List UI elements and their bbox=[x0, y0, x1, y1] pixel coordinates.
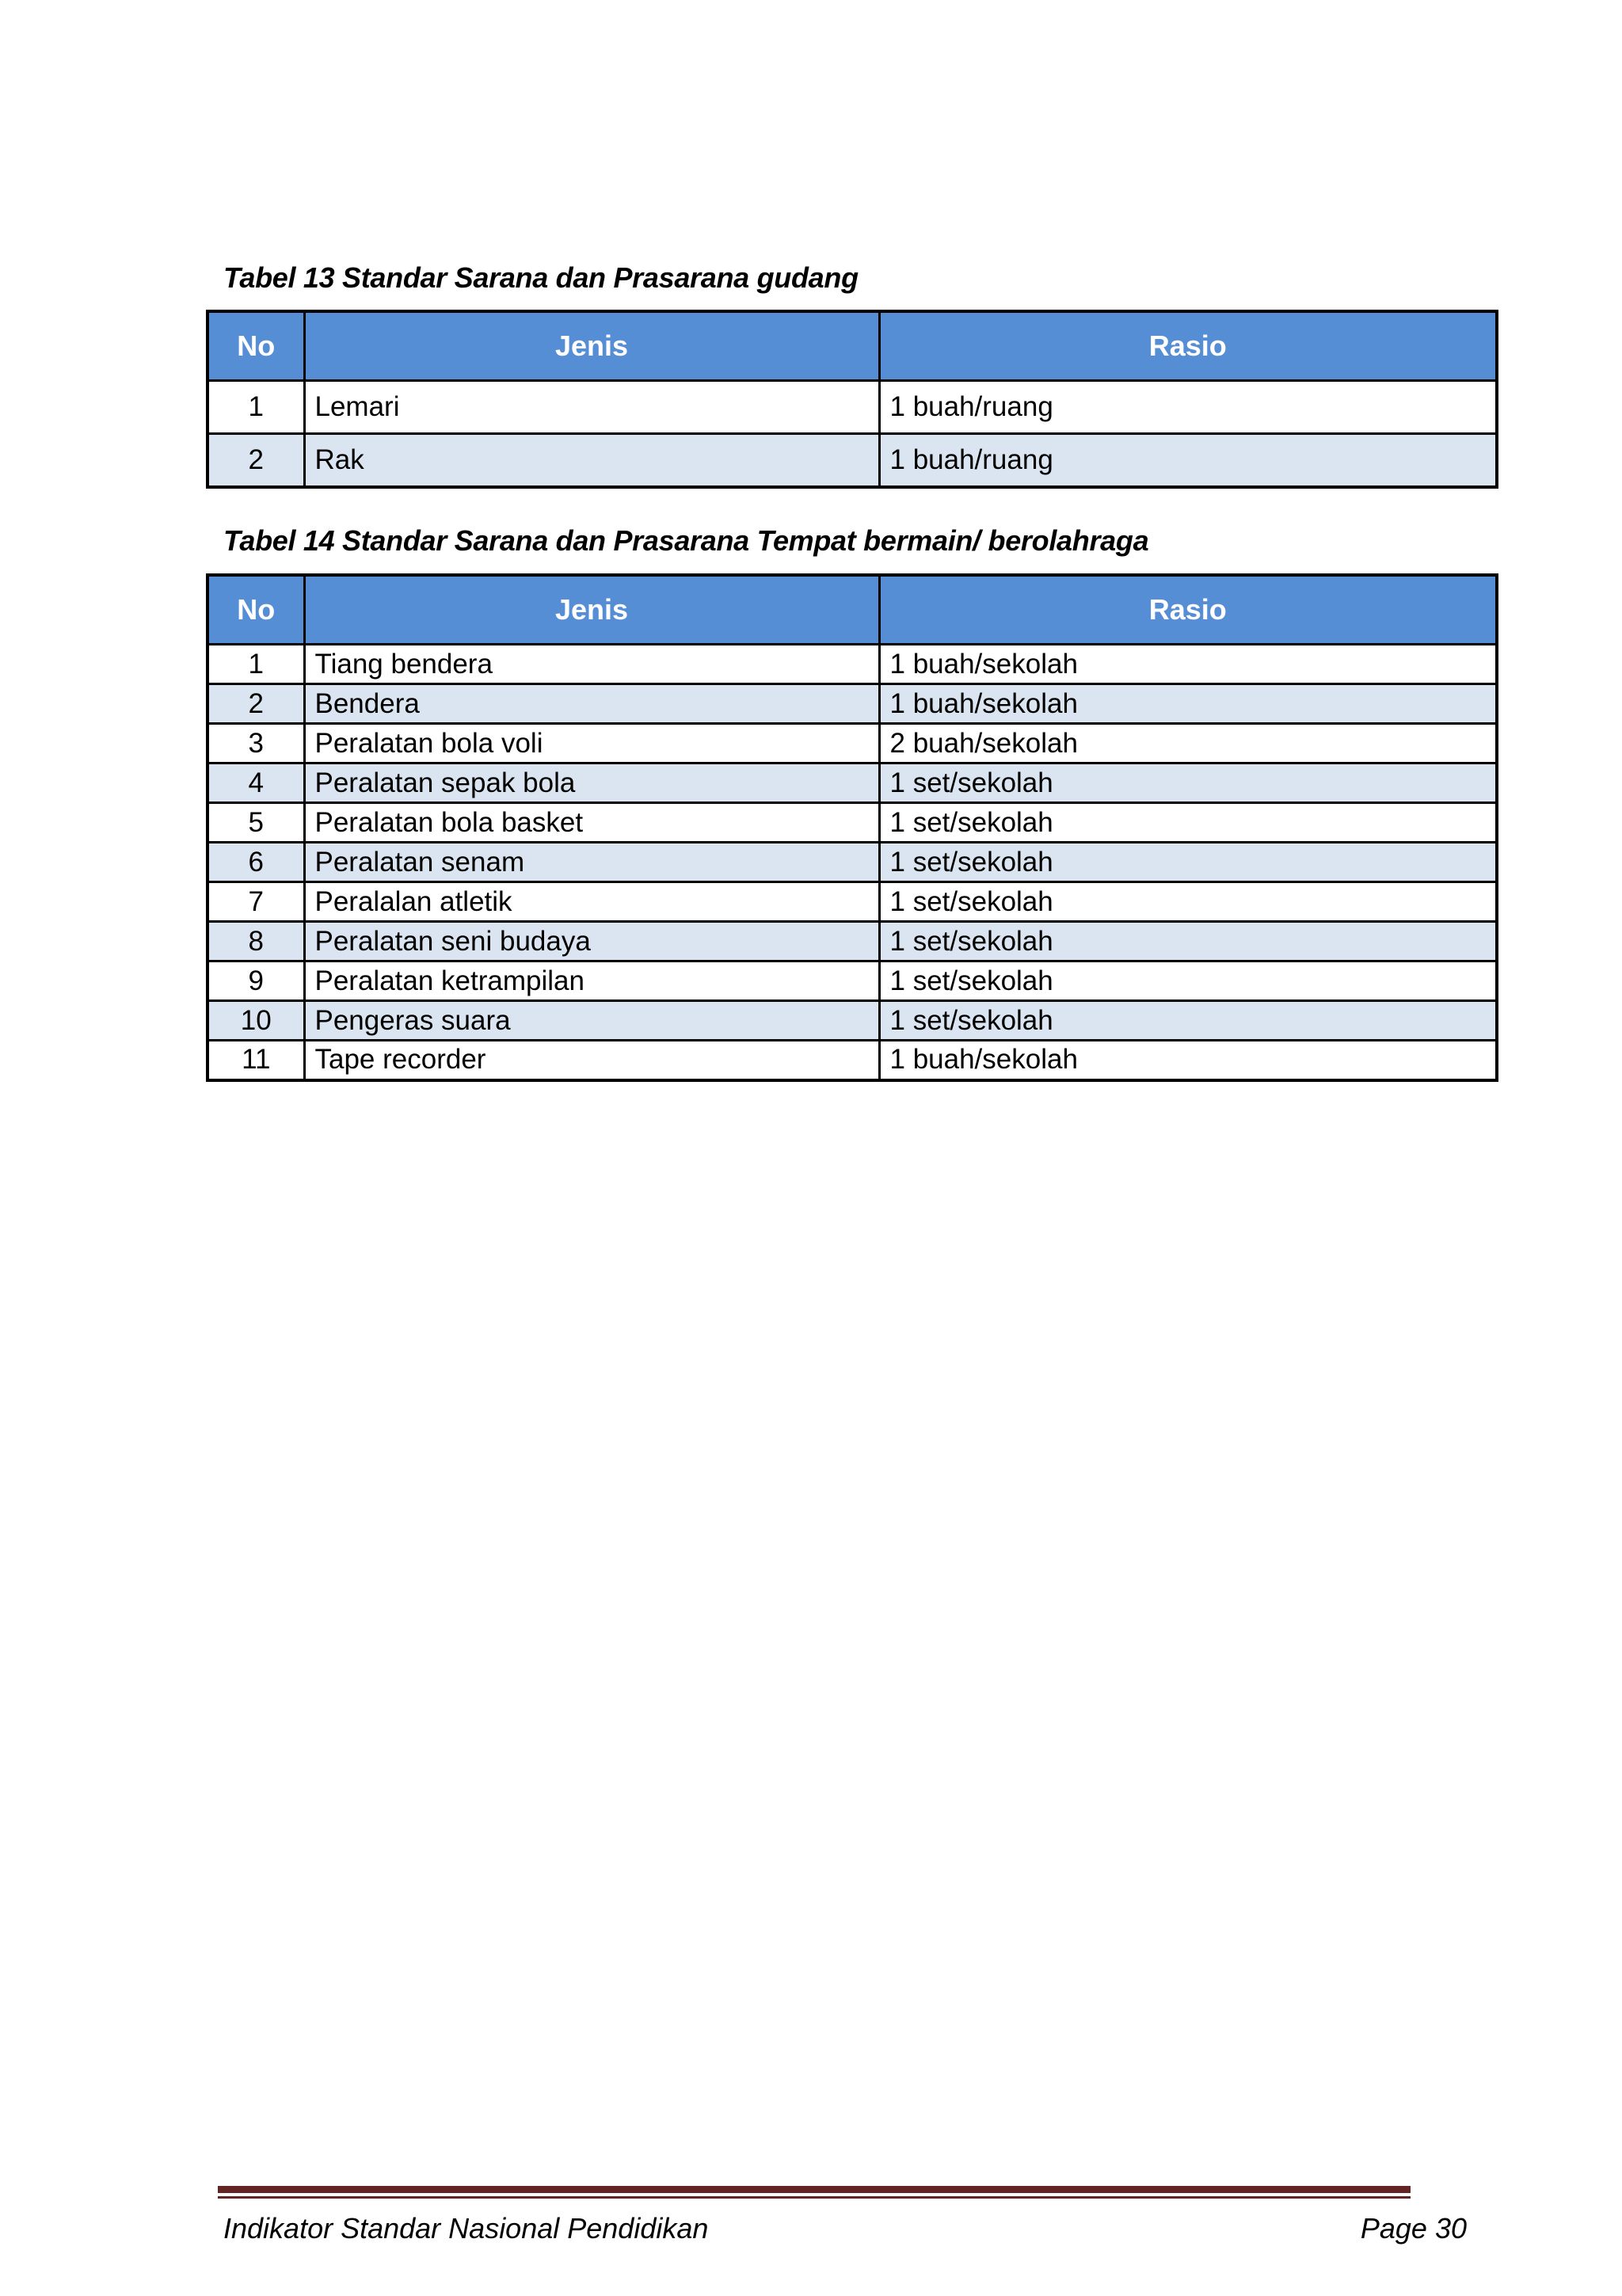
cell-rasio: 1 buah/ruang bbox=[879, 434, 1497, 487]
footer-title: Indikator Standar Nasional Pendidikan bbox=[223, 2212, 709, 2245]
cell-rasio: 1 set/sekolah bbox=[879, 922, 1497, 961]
table-14 bbox=[206, 573, 1498, 1082]
page-number: Page 30 bbox=[1360, 2212, 1467, 2245]
cell-no: 7 bbox=[208, 882, 304, 922]
cell-no: 2 bbox=[208, 434, 304, 487]
table-row bbox=[208, 961, 1497, 1001]
cell-rasio: 1 buah/ruang bbox=[879, 381, 1497, 434]
cell-no: 6 bbox=[208, 843, 304, 882]
cell-rasio: 1 set/sekolah bbox=[879, 882, 1497, 922]
cell-rasio: 2 buah/sekolah bbox=[879, 724, 1497, 763]
table-row bbox=[208, 1041, 1497, 1080]
cell-jenis: Rak bbox=[304, 434, 879, 487]
cell-jenis: Peralatan bola voli bbox=[304, 724, 879, 763]
column-header-rasio: Rasio bbox=[879, 311, 1497, 381]
cell-no: 11 bbox=[208, 1041, 304, 1080]
cell-jenis: Peralalan atletik bbox=[304, 882, 879, 922]
cell-no: 1 bbox=[208, 381, 304, 434]
cell-rasio: 1 set/sekolah bbox=[879, 803, 1497, 843]
table-row bbox=[208, 645, 1497, 684]
table-13-caption: Tabel 13 Standar Sarana dan Prasarana gudang bbox=[223, 261, 859, 294]
cell-rasio: 1 buah/sekolah bbox=[879, 684, 1497, 724]
cell-rasio: 1 set/sekolah bbox=[879, 763, 1497, 803]
cell-no: 1 bbox=[208, 645, 304, 684]
table-row bbox=[208, 922, 1497, 961]
cell-no: 9 bbox=[208, 961, 304, 1001]
cell-jenis: Bendera bbox=[304, 684, 879, 724]
table-header-row bbox=[208, 575, 1497, 645]
cell-jenis: Tiang bendera bbox=[304, 645, 879, 684]
footer-rule-thick bbox=[218, 2186, 1411, 2193]
table-row bbox=[208, 724, 1497, 763]
cell-jenis: Peralatan bola basket bbox=[304, 803, 879, 843]
column-header-rasio: Rasio bbox=[879, 575, 1497, 645]
cell-no: 8 bbox=[208, 922, 304, 961]
table-row bbox=[208, 434, 1497, 487]
cell-rasio: 1 buah/sekolah bbox=[879, 645, 1497, 684]
cell-rasio: 1 set/sekolah bbox=[879, 843, 1497, 882]
cell-rasio: 1 set/sekolah bbox=[879, 1001, 1497, 1041]
cell-rasio: 1 buah/sekolah bbox=[879, 1041, 1497, 1080]
table-row bbox=[208, 763, 1497, 803]
cell-jenis: Peralatan sepak bola bbox=[304, 763, 879, 803]
cell-jenis: Peralatan senam bbox=[304, 843, 879, 882]
table-13 bbox=[206, 310, 1498, 489]
table-row bbox=[208, 1001, 1497, 1041]
table-row bbox=[208, 882, 1497, 922]
column-header-no: No bbox=[208, 311, 304, 381]
column-header-jenis: Jenis bbox=[304, 311, 879, 381]
cell-no: 4 bbox=[208, 763, 304, 803]
footer-rule-thin bbox=[218, 2196, 1411, 2199]
column-header-jenis: Jenis bbox=[304, 575, 879, 645]
column-header-no: No bbox=[208, 575, 304, 645]
cell-jenis: Lemari bbox=[304, 381, 879, 434]
cell-no: 5 bbox=[208, 803, 304, 843]
cell-jenis: Peralatan ketrampilan bbox=[304, 961, 879, 1001]
cell-no: 2 bbox=[208, 684, 304, 724]
cell-jenis: Peralatan seni budaya bbox=[304, 922, 879, 961]
table-row bbox=[208, 843, 1497, 882]
table-header-row bbox=[208, 311, 1497, 381]
cell-no: 10 bbox=[208, 1001, 304, 1041]
cell-no: 3 bbox=[208, 724, 304, 763]
table-row bbox=[208, 803, 1497, 843]
cell-jenis: Pengeras suara bbox=[304, 1001, 879, 1041]
table-row bbox=[208, 381, 1497, 434]
table-14-caption: Tabel 14 Standar Sarana dan Prasarana Tempat bermain/ berolahraga bbox=[223, 524, 1149, 557]
cell-rasio: 1 set/sekolah bbox=[879, 961, 1497, 1001]
table-row bbox=[208, 684, 1497, 724]
cell-jenis: Tape recorder bbox=[304, 1041, 879, 1080]
